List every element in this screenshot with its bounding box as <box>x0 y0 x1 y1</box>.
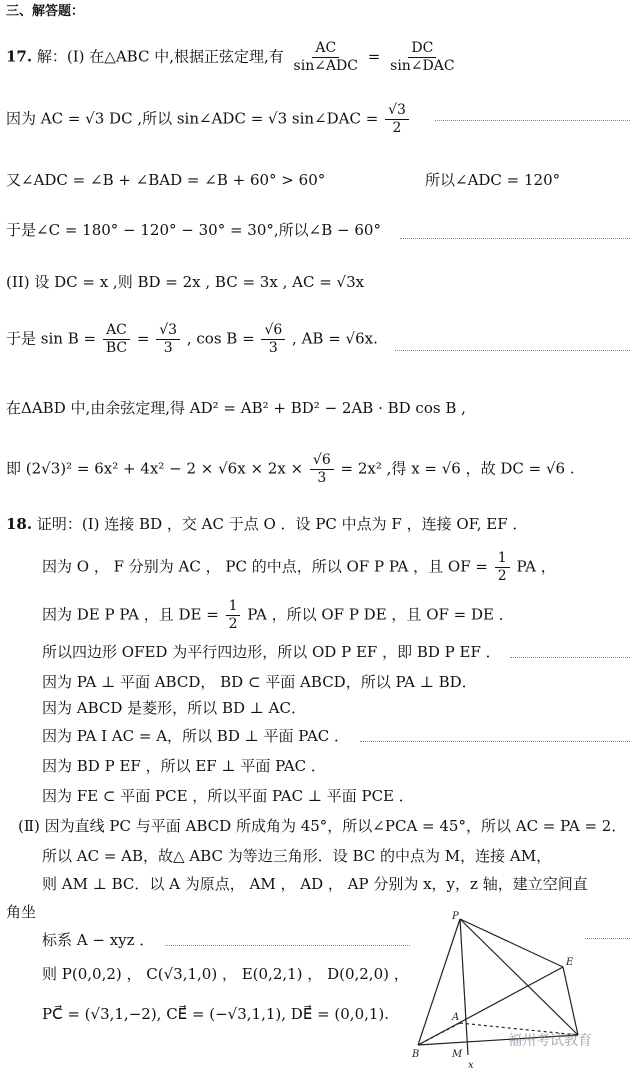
answer-dots <box>395 350 630 351</box>
q18-line10: (Ⅱ) 因为直线 PC 与平面 ABCD 所成角为 45°，所以∠PCA = 45°，所以 AC = PA = 2． <box>18 817 627 835</box>
q18-line4: 所以四边形 OFED 为平行四边形，所以 OD P EF ，即 BD P EF ． <box>42 643 501 661</box>
answer-dots <box>510 657 630 658</box>
q17-number: 17. <box>6 47 33 66</box>
answer-dots <box>360 741 630 742</box>
label-m: M <box>452 1049 463 1060</box>
q17-line7: 在ΔABD 中,由余弦定理,得 AD² = AB² + BD² − 2AB · BD cos B , <box>6 399 466 417</box>
q18-line14: 标系 A − xyz ． <box>42 931 155 949</box>
q18-line15: 则 P(0,0,2) ， C(√3,1,0) ， E(0,2,1) ， D(0,2,0) ， <box>42 965 409 983</box>
label-b: B <box>412 1049 420 1060</box>
q18-line2: 因为 O ， F 分别为 AC ， PC 的中点，所以 OF P PA ，且 OF = $\frac{1}{2}$ PA ， <box>42 550 556 584</box>
watermark-text: 福州考试教育 <box>508 1033 592 1049</box>
q18-line1: 18. 证明：(Ⅰ) 连接 BD ，交 AC 于点 O ．设 PC 中点为 F ，连接 OF, EF ． <box>6 515 528 533</box>
q17-line1-text: 解：(I) 在△ABC 中,根据正弦定理,有 <box>36 47 284 66</box>
q18-line11: 所以 AC = AB，故△ ABC 为等边三角形．设 BC 的中点为 M，连接 AM， <box>42 847 552 865</box>
q18-frac-half-2: $\frac{1}{2}$ <box>226 598 241 633</box>
edge-pc <box>460 919 578 1035</box>
q17-line1: 17. 解：(I) 在△ABC 中,根据正弦定理,有 $\frac{AC}{\text{sin∠ADC}}$ = $\frac{DC}{\text{sin∠DAC}}$ <box>6 40 460 75</box>
q18-line7: 因为 PA I AC = A，所以 BD ⊥ 平面 PAC ． <box>42 727 350 745</box>
q18-line5: 因为 PA ⊥ 平面 ABCD， BD ⊂ 平面 ABCD，所以 PA ⊥ BD． <box>42 673 477 691</box>
q18-line12: 则 AM ⊥ BC．以 A 为原点， AM ， AD ， AP 分别为 x，y，z 轴，建立空间直 <box>42 875 588 893</box>
q17-line3-right: 所以∠ADC = 120° <box>425 171 561 189</box>
q17-frac-ac-sinadc: $\frac{AC}{\text{sin∠ADC}}$ <box>293 40 358 74</box>
q17-frac-ac-bc: $\frac{AC}{BC}$ <box>103 322 130 357</box>
q17-frac-sqrt6-3-b: $\frac{√6}{3}$ <box>310 452 334 487</box>
label-e: E <box>566 957 574 968</box>
edge-pe <box>460 919 563 967</box>
q17-line4: 于是∠C = 180° − 120° − 30° = 30°,所以∠B − 60° <box>6 221 381 239</box>
label-x: x <box>468 1060 474 1070</box>
q18-line8: 因为 BD P EF ，所以 EF ⊥ 平面 PAC ． <box>42 757 326 775</box>
q18-line16: PC⃗ = (√3,1,−2), CE⃗ = (−√3,1,1), DE⃗ = (0,0,1). <box>42 1005 390 1023</box>
section-heading: 三、解答题： <box>6 4 85 19</box>
q17-line5: (II) 设 DC = x ,则 BD = 2x , BC = 3x , AC = √3x <box>6 273 365 291</box>
q18-number: 18. <box>6 515 33 533</box>
axis-z-line <box>460 919 468 1055</box>
q17-frac-sqrt3-3: $\frac{√3}{3}$ <box>156 322 180 357</box>
q18-line6: 因为 ABCD 是菱形，所以 BD ⊥ AC． <box>42 699 306 717</box>
label-a: A <box>452 1012 460 1023</box>
q17-line6: 于是 sin B = $\frac{AC}{BC}$ = $\frac{√3}{3}$ , cos B = $\frac{√6}{3}$ , AB = √6x. <box>6 322 378 356</box>
q18-line9: 因为 FE ⊂ 平面 PCE ，所以平面 PAC ⊥ 平面 PCE ． <box>42 787 414 805</box>
q18-line13: 角坐 <box>6 903 37 921</box>
q18-frac-half-1: $\frac{1}{2}$ <box>495 550 510 585</box>
edge-ec <box>563 967 578 1035</box>
q17-frac-sqrt3-2: $\frac{√3}{2}$ <box>385 102 409 137</box>
q17-frac-sqrt6-3: $\frac{√6}{3}$ <box>261 322 285 357</box>
answer-dots <box>165 945 410 946</box>
q17-line3: 又∠ADC = ∠B + ∠BAD = ∠B + 60° > 60° <box>6 171 326 189</box>
label-p: P <box>452 911 459 922</box>
q17-frac-dc-sindac: $\frac{DC}{\text{sin∠DAC}}$ <box>390 40 455 74</box>
q17-line2: 因为 AC = √3 DC ,所以 sin∠ADC = √3 sin∠DAC = $\frac{√3}{2}$ <box>6 102 411 137</box>
answer-dots <box>435 120 630 121</box>
answer-dots <box>400 238 630 239</box>
q17-line8: 即 (2√3)² = 6x² + 4x² − 2 × √6x × 2x × $\frac{√6}{3}$ = 2x² ,得 x = √6 ，故 DC = √6 . <box>6 452 575 486</box>
q18-line3: 因为 DE P PA ，且 DE = $\frac{1}{2}$ PA ，所以 OF P DE ，且 OF = DE ． <box>42 598 514 632</box>
